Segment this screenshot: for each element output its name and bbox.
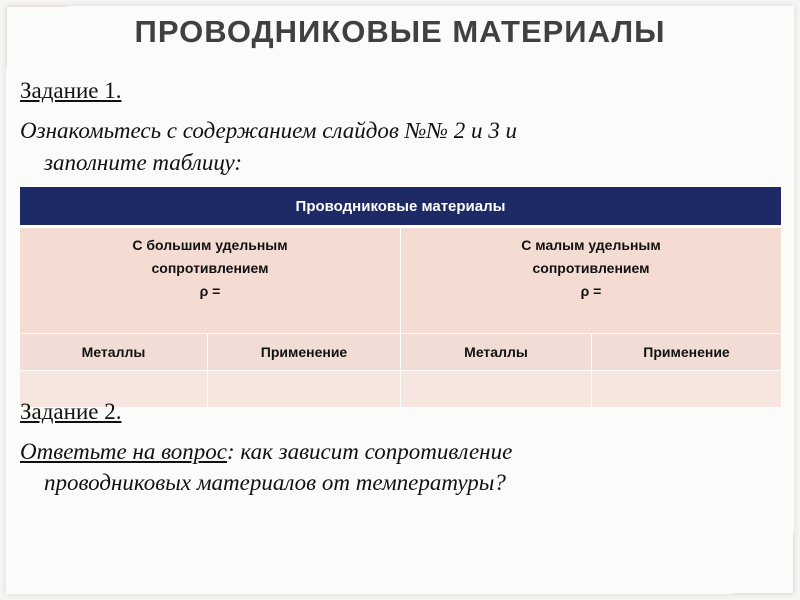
- materials-table: [19, 186, 782, 408]
- slide-title: ПРОВОДНИКОВЫЕ МАТЕРИАЛЫ: [134, 14, 666, 49]
- task2-line2: проводниковых материалов от температуры?: [44, 470, 506, 495]
- group-high-line1: С большим удельным: [132, 237, 288, 253]
- column-metals-high: Металлы: [20, 334, 208, 371]
- task2-line1: [20, 436, 780, 467]
- task2-question: [20, 436, 780, 498]
- task1-instructions: [20, 115, 780, 179]
- task1-label: [20, 78, 121, 104]
- slide-corner-bottom-right: [733, 533, 794, 594]
- group-low-resistance: [401, 227, 782, 334]
- task2-label-text: Задание 2.: [20, 399, 122, 424]
- task1-line2: заполните таблицу:: [44, 150, 243, 175]
- group-low-line2: сопротивлением: [532, 260, 650, 276]
- column-application-high: Применение: [208, 334, 401, 371]
- table-cell-empty[interactable]: [401, 371, 592, 408]
- table-cell-empty[interactable]: [208, 371, 401, 408]
- task2-lead: Ответьте на вопрос: [20, 439, 227, 464]
- column-metals-low: Металлы: [401, 334, 592, 371]
- group-high-line3: ρ =: [199, 283, 221, 299]
- table-header: Проводниковые материалы: [20, 187, 782, 227]
- group-low-line1: С малым удельным: [521, 237, 661, 253]
- group-high-resistance: [20, 227, 401, 334]
- task2-rest: : как зависит сопротивление: [227, 439, 513, 464]
- table-cell-empty[interactable]: [592, 371, 782, 408]
- group-high-line2: сопротивлением: [151, 260, 269, 276]
- group-low-line3: ρ =: [580, 283, 602, 299]
- task2-label: [20, 399, 121, 425]
- task1-line1: Ознакомьтесь с содержанием слайдов №№ 2 и 3 и: [20, 118, 517, 143]
- column-application-low: Применение: [592, 334, 782, 371]
- task1-label-text: Задание 1.: [20, 78, 122, 103]
